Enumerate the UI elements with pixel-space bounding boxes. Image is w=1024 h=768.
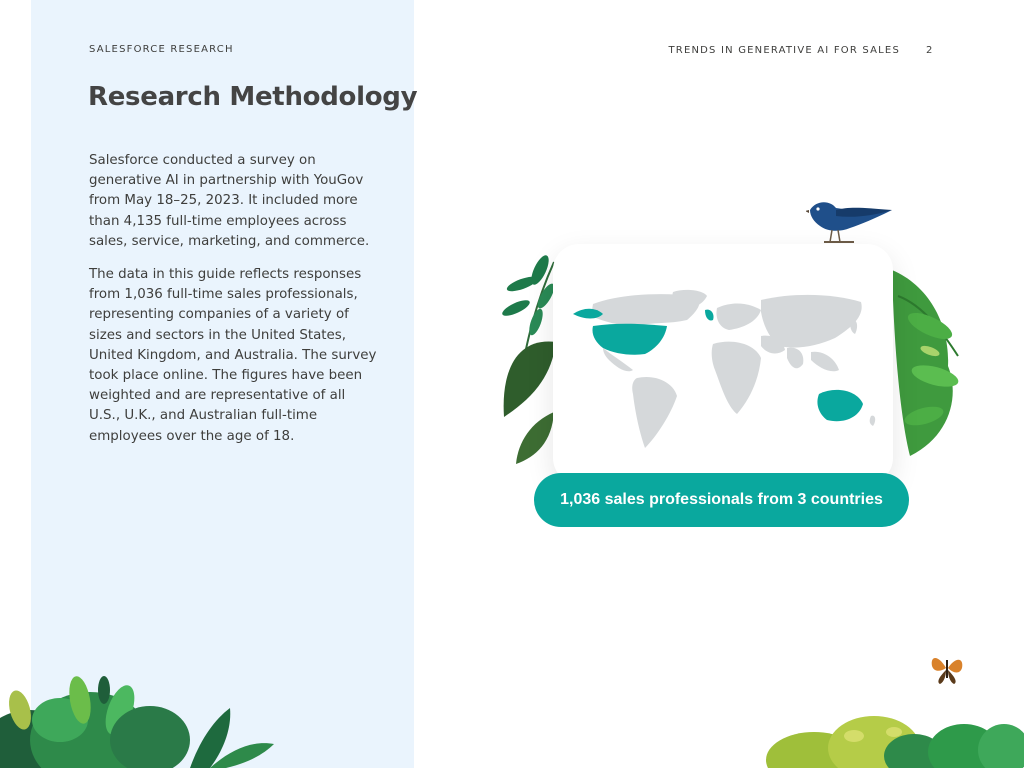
methodology-paragraph-1: Salesforce conducted a survey on generative AI in partnership with YouGov from May 18–25, 2023. It included more than 4,135 full-time employees across sales, service, marketing, and commerce.: [89, 153, 370, 249]
map-united-kingdom: [705, 310, 714, 321]
bush-illustration-left: [0, 660, 280, 768]
map-europe: [717, 304, 762, 330]
world-map-card: [553, 244, 893, 484]
map-india: [787, 348, 803, 369]
leaf-illustration-right: [890, 266, 965, 461]
map-southeast-asia: [811, 352, 839, 372]
survey-callout: 1,036 sales professionals from 3 countries: [534, 473, 909, 527]
bird-illustration: [806, 196, 896, 248]
map-japan: [850, 320, 857, 334]
map-new-zealand: [870, 416, 875, 426]
world-map: [565, 286, 881, 456]
running-head: TRENDS IN GENERATIVE AI FOR SALES: [668, 45, 900, 56]
eyebrow-label: SALESFORCE RESEARCH: [89, 44, 234, 55]
methodology-paragraph-2: The data in this guide reflects responses from 1,036 full-time sales professionals, representing companies of a variety of sizes and sectors in the United States, United Kingdom, and Australia. The survey took place online. The figures have been weighted and are representative of all U.S., U.K., and Australian full-time employees over the age of 18.: [89, 267, 377, 444]
page-number: 2: [926, 45, 933, 56]
bush-illustration-right: [764, 712, 1024, 768]
map-south-america: [632, 377, 677, 448]
butterfly-illustration: [928, 650, 966, 686]
page-title: Research Methodology: [88, 82, 418, 112]
map-africa: [712, 342, 761, 414]
map-australia: [817, 390, 863, 421]
